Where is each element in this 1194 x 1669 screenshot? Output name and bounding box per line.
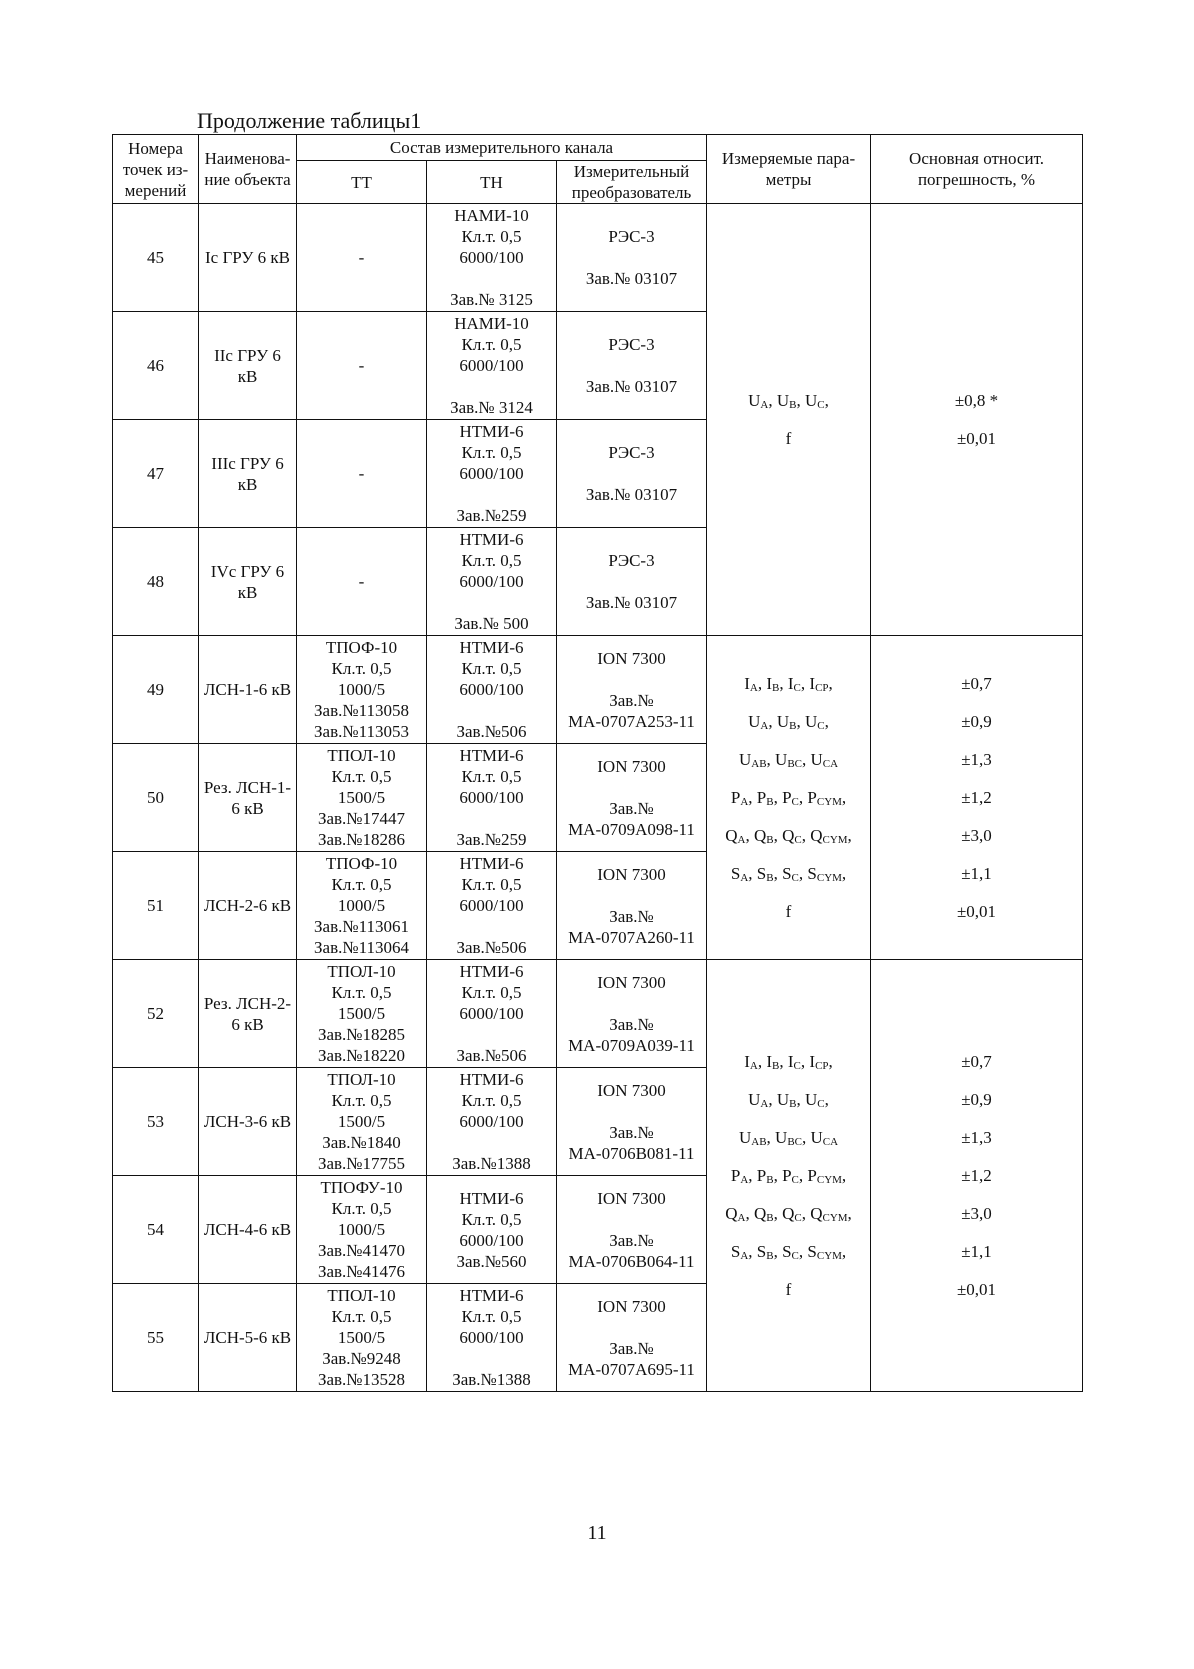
- tt-cell: -: [297, 204, 427, 312]
- converter-cell: ION 7300 Зав.№ МА-0709А098-11: [557, 744, 707, 852]
- object-name: ЛСН-1-6 кВ: [199, 636, 297, 744]
- tn-cell: НТМИ-6 Кл.т. 0,5 6000/100 Зав.№259: [427, 420, 557, 528]
- converter-cell: ION 7300 Зав.№ МА-0707А695-11: [557, 1284, 707, 1392]
- param-line: $U_A$, $U_B$, $U_C$,: [748, 1089, 829, 1110]
- tt-cell: ТПОЛ-10 Кл.т. 0,5 1500/5 Зав.№17447 Зав.№18286: [297, 744, 427, 852]
- tt-cell: -: [297, 420, 427, 528]
- object-name: IVc ГРУ 6 кВ: [199, 528, 297, 636]
- point-number: 55: [113, 1284, 199, 1392]
- converter-cell: ION 7300 Зав.№ МА-0706В081-11: [557, 1068, 707, 1176]
- measured-params: [707, 204, 871, 636]
- tt-cell: ТПОФ-10 Кл.т. 0,5 1000/5 Зав.№113061 Зав.№113064: [297, 852, 427, 960]
- tn-cell: НТМИ-6 Кл.т. 0,5 6000/100 Зав.№1388: [427, 1068, 557, 1176]
- point-number: 45: [113, 204, 199, 312]
- converter-cell: ION 7300 Зав.№ МА-0709А039-11: [557, 960, 707, 1068]
- error-values: [871, 636, 1083, 960]
- object-name: ЛСН-5-6 кВ: [199, 1284, 297, 1392]
- converter-cell: РЭС-3 Зав.№ 03107: [557, 312, 707, 420]
- error-line: ±0,01: [956, 1279, 997, 1299]
- header-params: Измеряемые пара- метры: [707, 135, 871, 204]
- point-number: 49: [113, 636, 199, 744]
- point-number: 52: [113, 960, 199, 1068]
- table-row: [113, 960, 1083, 1068]
- converter-cell: ION 7300 Зав.№ МА-0707А253-11: [557, 636, 707, 744]
- param-line: $U_A$, $U_B$, $U_C$,: [748, 390, 829, 411]
- error-line: ±3,0: [961, 825, 992, 845]
- tt-cell: ТПОЛ-10 Кл.т. 0,5 1500/5 Зав.№1840 Зав.№17755: [297, 1068, 427, 1176]
- param-line: $P_A$, $P_B$, $P_C$, $P_{CYM}$,: [730, 1165, 847, 1186]
- object-name: Рез. ЛСН-1- 6 кВ: [199, 744, 297, 852]
- error-line: ±0,9: [961, 711, 992, 731]
- converter-cell: РЭС-3 Зав.№ 03107: [557, 528, 707, 636]
- point-number: 50: [113, 744, 199, 852]
- param-line: f: [785, 901, 792, 921]
- param-line: $P_A$, $P_B$, $P_C$, $P_{CYM}$,: [730, 787, 847, 808]
- point-number: 54: [113, 1176, 199, 1284]
- param-line: $Q_A$, $Q_B$, $Q_C$, $Q_{CYM}$,: [725, 825, 852, 846]
- measurement-table: [112, 134, 1083, 1392]
- header-converter: Измерительный преобразователь: [557, 161, 707, 204]
- tn-cell: НТМИ-6 Кл.т. 0,5 6000/100 Зав.№259: [427, 744, 557, 852]
- error-line: ±1,2: [961, 787, 992, 807]
- tn-cell: НТМИ-6 Кл.т. 0,5 6000/100 Зав.№1388: [427, 1284, 557, 1392]
- param-line: $U_{AB}$, $U_{BC}$, $U_{CA}$: [738, 1127, 839, 1148]
- error-values: [871, 960, 1083, 1392]
- converter-cell: ION 7300 Зав.№ МА-0706В064-11: [557, 1176, 707, 1284]
- error-line: ±1,2: [961, 1165, 992, 1185]
- header-object-name: Наименова- ние объекта: [199, 135, 297, 204]
- tt-cell: ТПОЛ-10 Кл.т. 0,5 1500/5 Зав.№9248 Зав.№13528: [297, 1284, 427, 1392]
- tt-cell: -: [297, 312, 427, 420]
- param-line: $S_A$, $S_B$, $S_C$, $S_{CYM}$,: [730, 863, 847, 884]
- error-line: ±0,9: [961, 1089, 992, 1109]
- error-line: ±0,7: [961, 673, 992, 693]
- converter-cell: ION 7300 Зав.№ МА-0707А260-11: [557, 852, 707, 960]
- point-number: 53: [113, 1068, 199, 1176]
- param-line: $U_{AB}$, $U_{BC}$, $U_{CA}$: [738, 749, 839, 770]
- point-number: 46: [113, 312, 199, 420]
- error-line: ±1,1: [961, 863, 992, 883]
- error-line: ±0,01: [956, 901, 997, 921]
- param-line: f: [785, 428, 792, 448]
- tn-cell: НТМИ-6 Кл.т. 0,5 6000/100 Зав.№560: [427, 1176, 557, 1284]
- tn-cell: НТМИ-6 Кл.т. 0,5 6000/100 Зав.№ 500: [427, 528, 557, 636]
- param-line: $I_A$, $I_B$, $I_C$, $I_{CP}$,: [744, 673, 833, 694]
- tn-cell: НТМИ-6 Кл.т. 0,5 6000/100 Зав.№506: [427, 636, 557, 744]
- error-values: [871, 204, 1083, 636]
- tn-cell: НАМИ-10 Кл.т. 0,5 6000/100 Зав.№ 3124: [427, 312, 557, 420]
- object-name: ЛСН-4-6 кВ: [199, 1176, 297, 1284]
- object-name: Рез. ЛСН-2- 6 кВ: [199, 960, 297, 1068]
- measured-params: [707, 960, 871, 1392]
- tn-cell: НАМИ-10 Кл.т. 0,5 6000/100 Зав.№ 3125: [427, 204, 557, 312]
- object-name: ЛСН-3-6 кВ: [199, 1068, 297, 1176]
- tn-cell: НТМИ-6 Кл.т. 0,5 6000/100 Зав.№506: [427, 960, 557, 1068]
- page-number: 11: [587, 1522, 607, 1544]
- error-line: ±1,3: [961, 1127, 992, 1147]
- object-name: IIIc ГРУ 6 кВ: [199, 420, 297, 528]
- param-line: $Q_A$, $Q_B$, $Q_C$, $Q_{CYM}$,: [725, 1203, 852, 1224]
- error-line: ±0,01: [956, 428, 997, 448]
- error-line: ±1,1: [961, 1241, 992, 1261]
- object-name: ЛСН-2-6 кВ: [199, 852, 297, 960]
- error-line: ±0,7: [961, 1051, 992, 1071]
- tt-cell: ТПОЛ-10 Кл.т. 0,5 1500/5 Зав.№18285 Зав.№18220: [297, 960, 427, 1068]
- tt-cell: ТПОФ-10 Кл.т. 0,5 1000/5 Зав.№113058 Зав.№113053: [297, 636, 427, 744]
- table-row: [113, 636, 1083, 744]
- tt-cell: -: [297, 528, 427, 636]
- table-caption: Продолжение таблицы1: [197, 108, 422, 133]
- error-line: ±1,3: [961, 749, 992, 769]
- header-channel: Состав измерительного канала: [297, 135, 707, 161]
- measured-params: [707, 636, 871, 960]
- point-number: 48: [113, 528, 199, 636]
- tt-cell: ТПОФУ-10 Кл.т. 0,5 1000/5 Зав.№41470 Зав.№41476: [297, 1176, 427, 1284]
- header-error: Основная относит. погрешность, %: [871, 135, 1083, 204]
- point-number: 47: [113, 420, 199, 528]
- error-line: ±0,8 *: [954, 390, 999, 410]
- header-point-number: Номера точек из- мерений: [113, 135, 199, 204]
- param-line: $U_A$, $U_B$, $U_C$,: [748, 711, 829, 732]
- converter-cell: РЭС-3 Зав.№ 03107: [557, 420, 707, 528]
- converter-cell: РЭС-3 Зав.№ 03107: [557, 204, 707, 312]
- object-name: IIc ГРУ 6 кВ: [199, 312, 297, 420]
- param-line: $S_A$, $S_B$, $S_C$, $S_{CYM}$,: [730, 1241, 847, 1262]
- param-line: f: [785, 1279, 792, 1299]
- tn-cell: НТМИ-6 Кл.т. 0,5 6000/100 Зав.№506: [427, 852, 557, 960]
- error-line: ±3,0: [961, 1203, 992, 1223]
- param-line: $I_A$, $I_B$, $I_C$, $I_{CP}$,: [744, 1051, 833, 1072]
- object-name: Ic ГРУ 6 кВ: [199, 204, 297, 312]
- table-row: [113, 204, 1083, 312]
- point-number: 51: [113, 852, 199, 960]
- header-tt: ТТ: [297, 161, 427, 204]
- header-tn: ТН: [427, 161, 557, 204]
